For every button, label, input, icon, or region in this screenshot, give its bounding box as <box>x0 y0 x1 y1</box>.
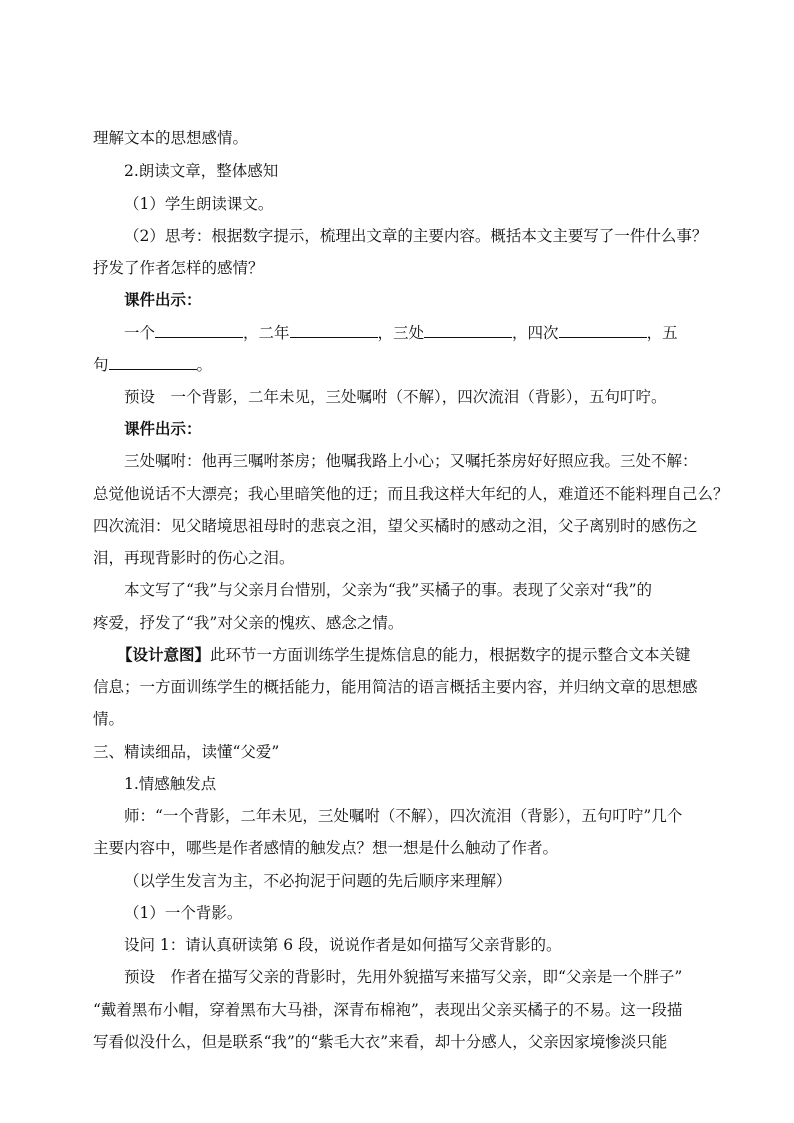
paragraph-line: 主要内容中，哪些是作者感情的触发点？想一想是什么触动了作者。 <box>93 839 559 857</box>
paragraph-line: 情。 <box>93 710 125 728</box>
paragraph-line: 本文写了“我”与父亲月台惜别，父亲为“我”买橘子的事。表现了父亲对“我”的 <box>124 581 653 599</box>
blank-line <box>424 323 512 338</box>
section-heading: 2.朗读文章，整体感知 <box>124 162 279 180</box>
paragraph-line: 抒发了作者怎样的感情？ <box>93 259 264 277</box>
fill-blank-text: 一个 <box>124 324 156 342</box>
blank-line <box>559 323 647 338</box>
paragraph-line: 泪，再现背影时的伤心之泪。 <box>93 549 295 567</box>
design-intent-text: 此环节一方面训练学生提炼信息的能力，根据数字的提示整合文本关键 <box>210 646 691 664</box>
fill-blank-line <box>124 323 678 343</box>
courseware-label: 课件出示： <box>124 419 202 438</box>
note-line: （以学生发言为主，不必拘泥于问题的先后顺序来理解） <box>124 872 512 890</box>
paragraph-line: 三处嘱咐：他再三嘱咐茶房；他嘱我路上小心；又嘱托茶房好好照应我。三处不解： <box>124 452 698 470</box>
paragraph-line: 设问 1：请认真研读第 6 段，说说作者是如何描写父亲背影的。 <box>124 936 562 954</box>
paragraph-line: 理解文本的思想感情。 <box>93 129 249 147</box>
design-intent-line <box>117 645 691 665</box>
paragraph-line: 四次流泪：见父睹境思祖母时的悲哀之泪，望父买橘时的感动之泪，父子离别时的感伤之 <box>93 517 698 535</box>
paragraph-line: 写看似没什么，但是联系“我”的“紫毛大衣”来看，却十分感人，父亲因家境惨淡只能 <box>93 1033 668 1051</box>
fill-blank-text: ，四次 <box>512 324 559 342</box>
paragraph-line: 信息；一方面训练学生的概括能力，能用简洁的语言概括主要内容，并归纳文章的思想感 <box>93 678 698 696</box>
list-item: （1）学生朗读课文。 <box>124 195 274 213</box>
paragraph-line: 疼爱，抒发了“我”对父亲的愧疚、感念之情。 <box>93 614 404 632</box>
fill-blank-text: ，二年 <box>243 324 290 342</box>
subsection-heading: 1.情感触发点 <box>124 775 217 793</box>
fill-blank-text: 。 <box>196 356 213 374</box>
paragraph-line: 总觉他说话不大漂亮；我心里暗笑他的迂；而且我这样大年纪的人，难道还不能料理自己么？ <box>93 485 729 503</box>
paragraph-line: 预设 一个背影，二年未见，三处嘱咐（不解），四次流泪（背影），五句叮咛。 <box>124 388 667 406</box>
fill-blank-text: ，五 <box>646 324 678 342</box>
paragraph-line: （2）思考：根据数字提示，梳理出文章的主要内容。概括本文主要写了一件什么事？ <box>124 227 708 245</box>
fill-blank-line <box>93 355 212 375</box>
fill-blank-text: ，三处 <box>377 324 425 342</box>
courseware-label: 课件出示： <box>124 290 202 309</box>
section-heading: 三、精读细品，读懂“父爱” <box>93 743 280 761</box>
blank-line <box>290 323 378 338</box>
paragraph-line: 师：“一个背影，二年未见，三处嘱咐（不解），四次流泪（背影），五句叮咛”几个 <box>124 807 683 825</box>
fill-blank-text: 句 <box>93 356 109 374</box>
paragraph-line: 预设 作者在描写父亲的背影时，先用外貌描写来描写父亲，即“父亲是一个胖子” <box>124 968 683 986</box>
blank-line <box>155 323 243 338</box>
list-item: （1）一个背影。 <box>124 904 243 922</box>
paragraph-line: “戴着黑布小帽，穿着黑布大马褂，深青布棉袍”，表现出父亲买橘子的不易。这一段描 <box>93 1001 683 1019</box>
design-intent-label: 【设计意图】 <box>117 645 211 664</box>
blank-line <box>109 355 197 370</box>
